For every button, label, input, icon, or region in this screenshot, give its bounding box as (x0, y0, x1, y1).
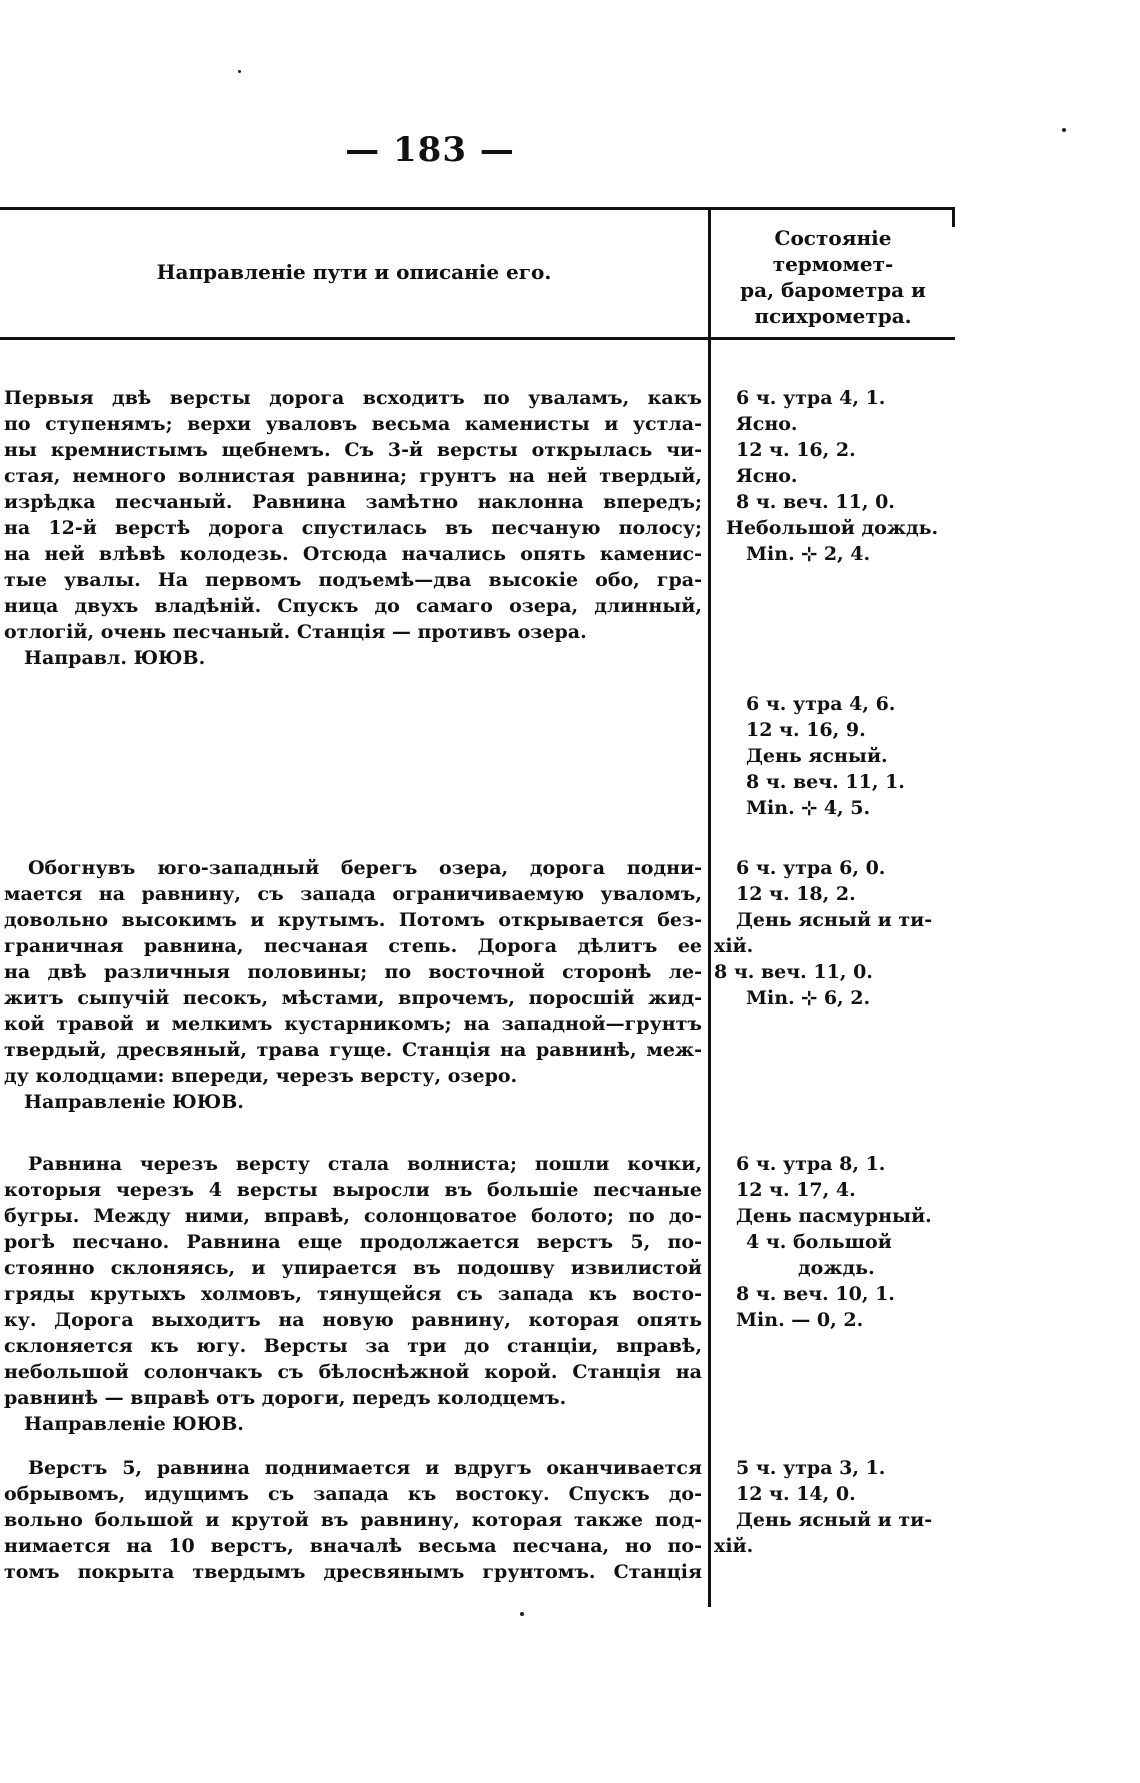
text-line: которыя черезъ 4 версты выросли въ большіе песчаные (4, 1179, 702, 1201)
weather-line: дождь. (798, 1257, 875, 1279)
text-line: мается на равнину, съ запада ограничиваемую уваломъ, (4, 883, 702, 905)
weather-line: 8 ч. веч. 11, 1. (746, 771, 905, 793)
text-line: гряды крутыхъ холмовъ, тянущейся съ запада къ восто- (4, 1283, 702, 1305)
weather-line: 5 ч. утра 3, 1. (736, 1457, 886, 1479)
header-line: психрометра. (754, 304, 912, 328)
text-line: томъ покрыта твердымъ дресвянымъ грунтомъ. Станція (4, 1561, 702, 1583)
text-line: Верстъ 5, равнина поднимается и вдругъ оканчивается (28, 1457, 702, 1479)
text-line: вольно большой и крутой въ равнину, которая также под- (4, 1509, 702, 1531)
text-line: Первыя двѣ версты дорога всходитъ по уваламъ, какъ (4, 387, 702, 409)
weather-readings-5 (712, 1455, 952, 1559)
column-header-instruments (711, 225, 955, 329)
header-line: Состояніе термомет- (772, 226, 894, 276)
weather-line: Небольшой дождь. (726, 517, 939, 539)
text-line: на 12-й верстѣ дорога спустилась въ песчаную полосу; (4, 517, 702, 539)
weather-line: 12 ч. 14, 0. (736, 1483, 856, 1505)
route-description-3 (0, 855, 702, 1115)
weather-line: 12 ч. 18, 2. (736, 883, 856, 905)
route-description-5 (0, 1455, 702, 1585)
weather-line: 6 ч. утра 6, 0. (736, 857, 886, 879)
text-line: склоняется къ югу. Версты за три до станціи, вправѣ, (4, 1335, 702, 1357)
text-line: Обогнувъ юго-западный берегъ озера, дорога подни- (28, 857, 702, 879)
weather-line: 8 ч. веч. 10, 1. (736, 1283, 895, 1305)
weather-line: хій. (714, 1535, 754, 1557)
text-line: довольно высокимъ и крутымъ. Потомъ открывается без- (4, 909, 702, 931)
print-speck (520, 1612, 524, 1616)
text-line: ку. Дорога выходитъ на новую равнину, которая опять (4, 1309, 702, 1331)
text-line: отлогій, очень песчаный. Станція — противъ озера. (4, 621, 587, 643)
text-line: кой травой и мелкимъ кустарникомъ; на западной—грунтъ (4, 1013, 702, 1035)
text-line: изрѣдка песчаный. Равнина замѣтно наклонна впередъ; (4, 491, 702, 513)
route-description-4 (0, 1151, 702, 1437)
weather-readings-4 (712, 1151, 952, 1333)
text-line: нимается на 10 верстъ, вначалѣ весьма песчана, но по- (4, 1535, 702, 1557)
weather-line: Ясно. (736, 465, 798, 487)
weather-line: хій. (714, 935, 754, 957)
weather-line: День ясный и ти- (736, 1509, 933, 1531)
weather-line: Min. ⊹ 2, 4. (746, 543, 871, 565)
text-line: бугры. Между ними, вправѣ, солонцоватое болото; по до- (4, 1205, 702, 1227)
text-line: житъ сыпучій песокъ, мѣстами, впрочемъ, поросшій жид- (4, 987, 702, 1009)
text-line: на двѣ различныя половины; по восточной сторонѣ ле- (4, 961, 702, 983)
weather-line: 6 ч. утра 4, 1. (736, 387, 886, 409)
table (0, 207, 955, 1607)
weather-line: 8 ч. веч. 11, 0. (736, 491, 895, 513)
weather-line: 8 ч. веч. 11, 0. (714, 961, 873, 983)
weather-line: 4 ч. большой (746, 1231, 892, 1253)
weather-line: День ясный. (746, 745, 888, 767)
direction-label: Направленіе ЮЮВ. (24, 1413, 244, 1435)
column-divider (708, 207, 711, 1607)
weather-readings-1 (712, 385, 952, 567)
direction-label: Направленіе ЮЮВ. (24, 1091, 244, 1113)
text-line: твердый, дресвяный, трава гуще. Станція на равнинѣ, меж- (4, 1039, 702, 1061)
page-number: — 183 — (345, 130, 515, 170)
weather-line: 6 ч. утра 4, 6. (746, 693, 896, 715)
weather-line: 6 ч. утра 8, 1. (736, 1153, 886, 1175)
text-line: равнинѣ — вправѣ отъ дороги, передъ колодцемъ. (4, 1387, 567, 1409)
text-line: Равнина черезъ версту стала волниста; пошли кочки, (28, 1153, 702, 1175)
weather-line: 12 ч. 17, 4. (736, 1179, 856, 1201)
text-line: небольшой солончакъ съ бѣлоснѣжной корой. Станція на (4, 1361, 702, 1383)
text-line: граничная равнина, песчаная степь. Дорога дѣлитъ ее (4, 935, 702, 957)
text-line: рогѣ песчано. Равнина еще продолжается верстъ 5, по- (4, 1231, 702, 1253)
text-line: ду колодцами: впереди, черезъ версту, озеро. (4, 1065, 518, 1087)
weather-line: День ясный и ти- (736, 909, 933, 931)
route-description-1 (0, 385, 702, 671)
text-line: на ней влѣвѣ колодезь. Отсюда начались опять каменис- (4, 543, 702, 565)
weather-line: Ясно. (736, 413, 798, 435)
column-header-route: Направленіе пути и описаніе его. (156, 260, 552, 284)
text-line: стоянно склоняясь, и упирается въ подошву извилистой (4, 1257, 702, 1279)
print-speck (1062, 128, 1066, 132)
weather-line: Min. ⊹ 4, 5. (746, 797, 871, 819)
weather-line: Min. — 0, 2. (736, 1309, 864, 1331)
weather-line: 12 ч. 16, 2. (736, 439, 856, 461)
weather-line: День пасмурный. (736, 1205, 932, 1227)
weather-line: Min. ⊹ 6, 2. (746, 987, 871, 1009)
table-corner-rule (952, 207, 955, 227)
text-line: стая, немного волнистая равнина; грунтъ на ней твердый, (4, 465, 702, 487)
header-line: ра, барометра и (740, 278, 926, 302)
print-speck (238, 70, 241, 73)
text-line: тые увалы. На первомъ подъемѣ—два высокіе обо, гра- (4, 569, 702, 591)
weather-readings-2 (712, 691, 952, 821)
weather-line: 12 ч. 16, 9. (746, 719, 866, 741)
weather-readings-3 (712, 855, 952, 1011)
text-line: ница двухъ владѣній. Спускъ до самаго озера, длинный, (4, 595, 702, 617)
direction-label: Направл. ЮЮВ. (24, 647, 206, 669)
header-bottom-rule (0, 337, 955, 340)
text-line: по ступенямъ; верхи уваловъ весьма каменисты и устла- (4, 413, 702, 435)
text-line: ны кремнистымъ щебнемъ. Съ 3-й версты открылась чи- (4, 439, 702, 461)
text-line: обрывомъ, идущимъ съ запада къ востоку. Спускъ до- (4, 1483, 702, 1505)
